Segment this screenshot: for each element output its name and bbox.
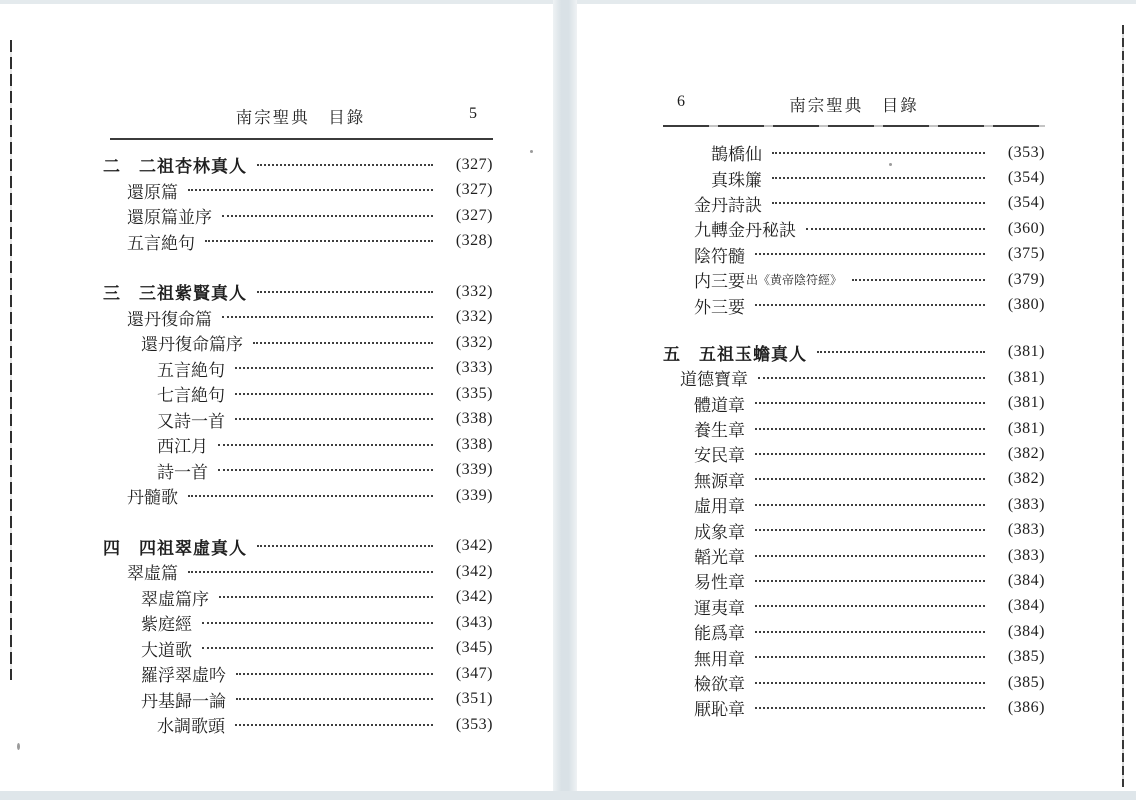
toc-entry	[103, 483, 493, 509]
entry-title: 紫庭經	[141, 615, 192, 635]
toc-entry	[663, 594, 1045, 619]
dot-leader	[222, 316, 433, 318]
page-header	[663, 92, 1045, 116]
toc-entry	[103, 229, 493, 255]
toc-entry	[663, 292, 1045, 317]
entry-page-number: (382)	[1007, 444, 1045, 462]
entry-page-number: (332)	[455, 333, 493, 351]
entry-title: 虛用章	[694, 497, 745, 517]
dot-leader	[235, 418, 433, 420]
entry-page-number: (381)	[1007, 419, 1045, 437]
toc-entry	[663, 670, 1045, 695]
page-left	[0, 0, 553, 791]
page-header-title: 南宗聖典 目錄	[789, 96, 919, 115]
header-rule	[110, 138, 493, 140]
entry-page-number: (338)	[455, 410, 493, 428]
toc-entry	[663, 695, 1045, 720]
toc-entry	[103, 432, 493, 458]
dot-leader	[755, 529, 985, 531]
toc-entry	[103, 636, 493, 662]
entry-page-number: (375)	[1007, 245, 1045, 263]
entry-page-number: (354)	[1007, 194, 1045, 212]
scan-edge-bottom	[0, 791, 1136, 800]
entry-title: 真珠簾	[711, 170, 762, 190]
entry-page-number: (384)	[1007, 622, 1045, 640]
entry-title: 又詩一首	[157, 411, 225, 431]
toc-entry	[103, 585, 493, 611]
entry-page-number: (381)	[1007, 343, 1045, 361]
toc-entry	[103, 534, 493, 560]
page-number: 6	[677, 93, 685, 110]
toc-entry	[663, 267, 1045, 292]
entry-title: 九轉金丹秘訣	[694, 221, 796, 241]
page-header-title: 南宗聖典 目錄	[235, 108, 366, 127]
entry-title: 易性章	[694, 573, 745, 593]
entry-title: 内三要	[694, 272, 745, 292]
entry-title: 丹髓歌	[127, 488, 178, 508]
toc-entry	[663, 165, 1045, 190]
dot-leader	[755, 453, 985, 455]
entry-page-number: (347)	[455, 664, 493, 682]
entry-title: 養生章	[694, 421, 745, 441]
dot-leader	[188, 495, 433, 497]
toc-entry	[663, 391, 1045, 416]
toc-list	[663, 140, 1045, 721]
entry-page-number: (335)	[455, 384, 493, 402]
entry-title: 還丹復命篇序	[141, 335, 243, 355]
toc-entry	[103, 610, 493, 636]
toc-entry	[103, 178, 493, 204]
entry-page-number: (384)	[1007, 597, 1045, 615]
toc-entry	[103, 661, 493, 687]
dot-leader	[755, 253, 985, 255]
entry-page-number: (353)	[1007, 143, 1045, 161]
entry-title: 還原篇並序	[127, 208, 212, 228]
entry-title: 詩一首	[157, 462, 208, 482]
entry-title: 無用章	[694, 649, 745, 669]
entry-title: 五 五祖玉蟾真人	[663, 344, 807, 364]
entry-page-number: (380)	[1007, 296, 1045, 314]
entry-title: 厭恥章	[694, 700, 745, 720]
entry-page-number: (332)	[455, 282, 493, 300]
entry-page-number: (381)	[1007, 368, 1045, 386]
toc-entry	[663, 216, 1045, 241]
dot-leader	[257, 545, 433, 547]
entry-suffix: 出《黄帝陰符經》	[746, 273, 843, 288]
dot-leader	[257, 291, 433, 293]
dot-leader	[817, 351, 985, 353]
entry-page-number: (332)	[455, 308, 493, 326]
entry-page-number: (333)	[455, 359, 493, 377]
dot-leader	[219, 596, 433, 598]
entry-page-number: (382)	[1007, 470, 1045, 488]
dot-leader	[755, 631, 985, 633]
dot-leader	[188, 571, 433, 573]
entry-title: 鵲橋仙	[711, 145, 762, 165]
toc-entry	[663, 242, 1045, 267]
toc-entry	[663, 340, 1045, 365]
entry-title: 安民章	[694, 446, 745, 466]
dot-leader	[755, 707, 985, 709]
dot-leader	[772, 202, 985, 204]
entry-title: 五言絶句	[157, 360, 225, 380]
dot-leader	[755, 555, 985, 557]
entry-page-number: (385)	[1007, 673, 1045, 691]
dot-leader	[758, 377, 985, 379]
header-rule	[663, 125, 1045, 127]
dot-leader	[772, 152, 985, 154]
entry-page-number: (386)	[1007, 698, 1045, 716]
entry-page-number: (383)	[1007, 495, 1045, 513]
entry-title: 體道章	[694, 395, 745, 415]
dot-leader	[253, 342, 433, 344]
entry-title: 檢欲章	[694, 675, 745, 694]
toc-entry	[103, 407, 493, 433]
entry-page-number: (345)	[455, 639, 493, 657]
entry-page-number: (381)	[1007, 394, 1045, 412]
toc-entry	[103, 330, 493, 356]
toc-entry	[663, 416, 1045, 441]
dot-leader	[235, 367, 433, 369]
toc-entry	[663, 140, 1045, 165]
toc-entry	[663, 517, 1045, 542]
dot-leader	[257, 164, 433, 166]
dot-leader	[755, 402, 985, 404]
toc-entry	[103, 559, 493, 585]
dot-leader	[755, 304, 985, 306]
toc-entry	[103, 712, 493, 738]
entry-page-number: (327)	[455, 181, 493, 199]
entry-title: 丹基歸一論	[141, 691, 226, 711]
toc-entry	[103, 305, 493, 331]
dot-leader	[755, 504, 985, 506]
dot-leader	[202, 622, 433, 624]
entry-title: 韜光章	[694, 548, 745, 568]
dot-leader	[772, 177, 985, 179]
entry-page-number: (383)	[1007, 521, 1045, 539]
dot-leader	[755, 656, 985, 658]
entry-title: 西江月	[157, 437, 208, 457]
entry-title: 陰符髓	[694, 246, 745, 266]
entry-page-number: (354)	[1007, 169, 1045, 187]
page-header	[108, 104, 493, 128]
toc-entry	[103, 279, 493, 305]
entry-page-number: (339)	[455, 486, 493, 504]
entry-page-number: (384)	[1007, 571, 1045, 589]
dot-leader	[235, 724, 433, 726]
page-gutter	[553, 0, 577, 800]
dot-leader	[218, 469, 433, 471]
dot-leader	[235, 393, 433, 395]
entry-title: 翠虛篇序	[141, 589, 209, 609]
dot-leader	[236, 698, 433, 700]
entry-page-number: (383)	[1007, 546, 1045, 564]
dot-leader	[205, 240, 433, 242]
toc-entry	[663, 492, 1045, 517]
entry-title: 大道歌	[141, 640, 192, 660]
toc-entry	[103, 152, 493, 178]
entry-title: 運夷章	[694, 598, 745, 618]
entry-page-number: (327)	[455, 206, 493, 224]
entry-title: 金丹詩訣	[694, 195, 762, 215]
toc-entry	[663, 644, 1045, 669]
entry-title: 四 四祖翠虛真人	[103, 538, 247, 558]
entry-title: 翠虛篇	[127, 564, 178, 584]
dot-leader	[755, 682, 985, 684]
toc-entry	[663, 191, 1045, 216]
page-right	[577, 0, 1129, 791]
entry-page-number: (360)	[1007, 219, 1045, 237]
entry-title: 五言絶句	[127, 233, 195, 253]
entry-page-number: (342)	[455, 562, 493, 580]
entry-title: 外三要	[694, 297, 745, 317]
entry-title: 還丹復命篇	[127, 309, 212, 329]
dot-leader	[852, 279, 985, 281]
dot-leader	[806, 228, 985, 230]
entry-page-number: (351)	[455, 690, 493, 708]
dot-leader	[202, 647, 433, 649]
entry-page-number: (379)	[1007, 270, 1045, 288]
entry-page-number: (328)	[455, 232, 493, 250]
entry-page-number: (327)	[455, 155, 493, 173]
entry-title: 三 三祖紫賢真人	[103, 284, 247, 304]
entry-page-number: (342)	[455, 588, 493, 606]
dot-leader	[222, 215, 433, 217]
toc-entry	[663, 568, 1045, 593]
dot-leader	[188, 189, 433, 191]
toc-entry	[663, 441, 1045, 466]
dot-leader	[755, 605, 985, 607]
entry-title: 七言絶句	[157, 386, 225, 406]
entry-title: 二 二祖杏林真人	[103, 157, 247, 177]
entry-title: 成象章	[694, 522, 745, 542]
entry-title: 羅浮翠虛吟	[141, 666, 226, 686]
toc-entry	[663, 365, 1045, 390]
page-number: 5	[469, 105, 477, 122]
entry-title: 水調歌頭	[157, 717, 225, 737]
dot-leader	[755, 580, 985, 582]
toc-list	[103, 152, 493, 738]
dot-leader	[755, 428, 985, 430]
dot-leader	[755, 478, 985, 480]
entry-page-number: (339)	[455, 461, 493, 479]
toc-entry	[103, 458, 493, 484]
entry-page-number: (353)	[455, 715, 493, 733]
toc-entry	[663, 543, 1045, 568]
entry-page-number: (342)	[455, 537, 493, 555]
entry-title: 能爲章	[694, 624, 745, 644]
entry-title: 道德寶章	[680, 370, 748, 390]
toc-entry	[103, 687, 493, 713]
entry-title: 還原篇	[127, 182, 178, 202]
entry-page-number: (338)	[455, 435, 493, 453]
toc-entry	[663, 619, 1045, 644]
toc-entry	[103, 203, 493, 229]
dot-leader	[218, 444, 433, 446]
toc-entry	[663, 467, 1045, 492]
toc-entry	[103, 381, 493, 407]
dot-leader	[236, 673, 433, 675]
entry-page-number: (343)	[455, 613, 493, 631]
entry-page-number: (385)	[1007, 648, 1045, 666]
entry-title: 無源章	[694, 471, 745, 491]
toc-entry	[103, 356, 493, 382]
